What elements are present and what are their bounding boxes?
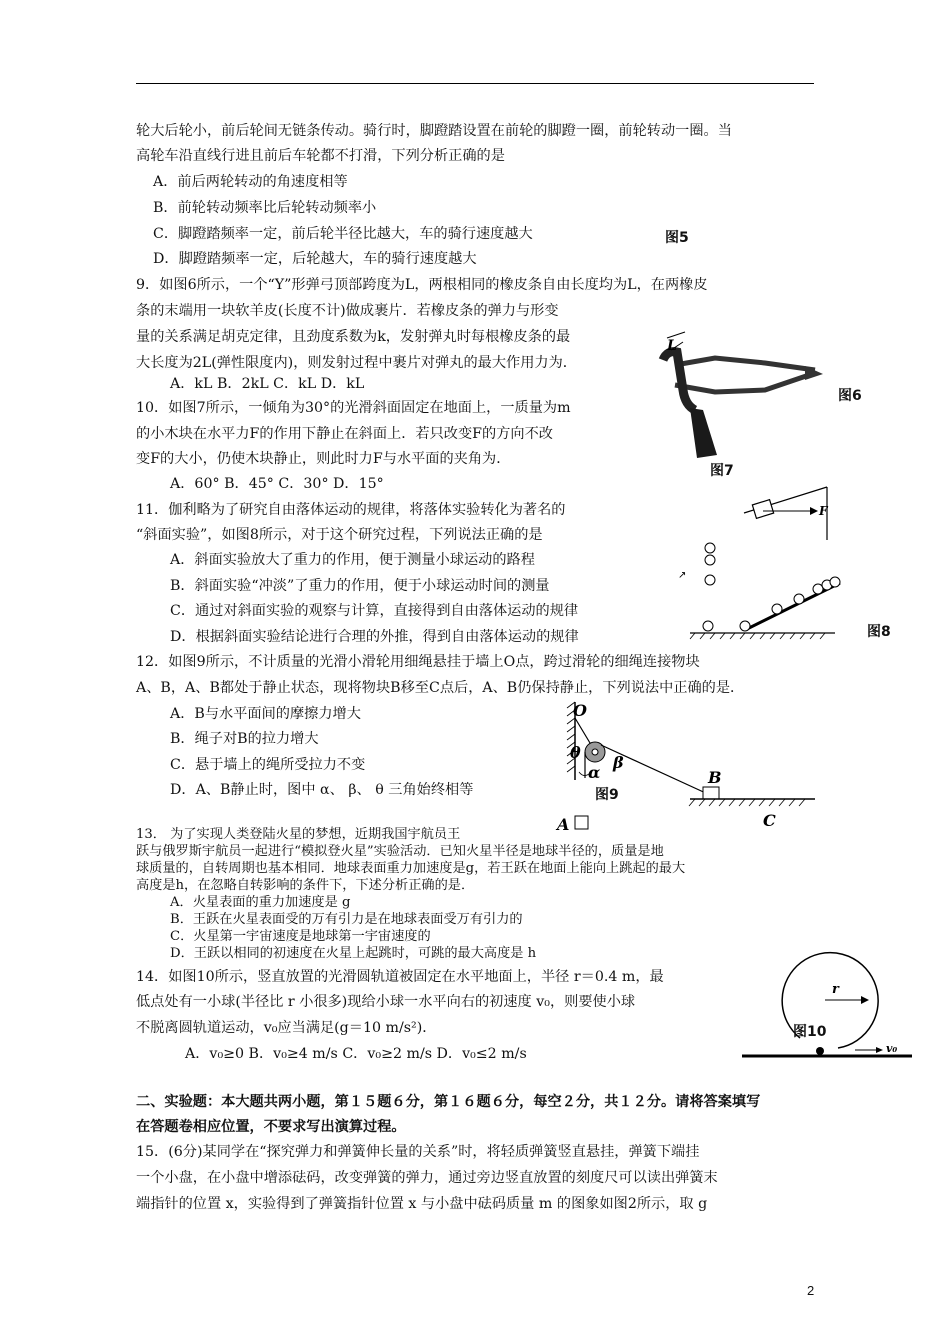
q15-line-1: 15．(6分)某同学在“探究弹力和弹簧伸长量的关系”时，将轻质弹簧竖直悬挂，弹簧下端挂 — [136, 1144, 700, 1160]
fig5-caption: 图5 — [665, 230, 689, 246]
q13-option-a: A．火星表面的重力加速度是 g — [170, 895, 351, 910]
q8-option-c: C．脚蹬踏频率一定，前后轮半径比越大，车的骑行速度越大 — [153, 226, 533, 242]
section2-line-1: 二、实验题：本大题共两小题，第１５题６分，第１６题６分，每空２分，共１２分。请将答案填写 — [136, 1094, 761, 1110]
q8-line-2: 高轮车沿直线行进且前后车轮都不打滑，下列分析正确的是 — [136, 148, 505, 164]
q8-option-a: A．前后两轮转动的角速度相等 — [153, 174, 348, 190]
fig9-label-beta: β — [613, 753, 624, 772]
q9-line-2: 条的末端用一块软羊皮(长度不计)做成裹片．若橡皮条的弹力与形变 — [136, 303, 559, 319]
fig7-incline — [742, 485, 842, 545]
q12-line-2: A、B，A、B都处于静止状态，现将物块B移至C点后，A、B仍保持静止，下列说法中正确的是． — [136, 680, 745, 696]
q9-line-1: 9．如图6所示，一个“Y”形弹弓顶部跨度为L，两根相同的橡皮条自由长度均为L，在两橡皮 — [136, 277, 708, 293]
fig9-label-b: B — [708, 768, 722, 787]
q15-line-3: 端指针的位置 x，实验得到了弹簧指针位置 x 与小盘中砝码质量 m 的图象如图2所示，取 g — [136, 1196, 708, 1212]
q13-line-3: 球质量的，自转周期也基本相同．地球表面重力加速度是g，若王跃在地面上能向上跳起的最大 — [136, 861, 686, 876]
fig10-caption: 图10 — [793, 1024, 827, 1040]
q13-line-1: 13． 为了实现人类登陆火星的梦想，近期我国宇航员王 — [136, 827, 461, 842]
fig6-caption: 图6 — [838, 388, 862, 404]
fig7-caption: 图7 — [710, 463, 734, 479]
fig8-caption: 图8 — [867, 624, 891, 640]
fig9-label-a: A — [557, 815, 570, 834]
page-number: 2 — [807, 1283, 815, 1298]
fig9-label-theta: θ — [570, 743, 581, 762]
q13-option-c: C．火星第一宇宙速度是地球第一宇宙速度的 — [170, 929, 431, 944]
fig6-length-label: L — [667, 338, 677, 354]
fig9-label-c: C — [763, 811, 776, 830]
fig9-caption: 图9 — [595, 787, 619, 803]
q10-line-2: 的小木块在水平力F的作用下静止在斜面上．若只改变F的方向不改 — [136, 426, 553, 442]
q12-option-c: C．悬于墙上的绳所受拉力不变 — [170, 757, 366, 773]
fig10-velocity-label: v₀ — [886, 1042, 898, 1055]
fig9-label-o: O — [573, 701, 587, 720]
q9-line-3: 量的关系满足胡克定律，且劲度系数为k，发射弹丸时每根橡皮条的最 — [136, 329, 571, 345]
fig6-slingshot — [655, 330, 825, 460]
section2-line-2: 在答题卷相应位置，不要求写出演算过程。 — [136, 1119, 406, 1135]
q11-line-1: 11．伽利略为了研究自由落体运动的规律，将落体实验转化为著名的 — [136, 502, 566, 518]
q9-options: A．kL B．2kL C．kL D．kL — [170, 376, 365, 392]
q13-line-2: 跃与俄罗斯宇航员一起进行“模拟登火星”实验活动．已知火星半径是地球半径的，质量是地 — [136, 844, 664, 859]
q11-line-2: “斜面实验”，如图8所示，对于这个研究过程，下列说法正确的是 — [136, 527, 543, 543]
q11-option-c: C．通过对斜面实验的观察与计算，直接得到自由落体运动的规律 — [170, 603, 579, 619]
header-rule — [136, 83, 814, 84]
q12-option-d: D．A、B静止时，图中 α、 β、 θ 三角始终相等 — [170, 782, 474, 798]
q12-option-a: A．B与水平面间的摩擦力增大 — [170, 706, 361, 722]
q11-option-d: D．根据斜面实验结论进行合理的外推，得到自由落体运动的规律 — [170, 629, 579, 645]
q13-option-b: B．王跃在火星表面受的万有引力是在地球表面受万有引力的 — [170, 912, 523, 927]
q13-option-d: D．王跃以相同的初速度在火星上起跳时，可跳的最大高度是 h — [170, 946, 537, 961]
q10-line-3: 变F的大小，仍使木块静止，则此时力F与水平面的夹角为． — [136, 451, 511, 467]
fig10-circular-track — [740, 958, 915, 1063]
q14-line-2: 低点处有一小球(半径比 r 小很多)现给小球一水平向右的初速度 v₀，则要使小球 — [136, 994, 636, 1010]
q14-options: A．v₀≥0 B．v₀≥4 m/s C．v₀≥2 m/s D．v₀≤2 m/s — [185, 1046, 527, 1062]
q10-line-1: 10．如图7所示，一倾角为30°的光滑斜面固定在地面上，一质量为m — [136, 400, 571, 416]
q13-line-4: 高度是h，在忽略自转影响的条件下，下述分析正确的是． — [136, 878, 475, 893]
fig8-galileo-incline — [675, 538, 835, 643]
q15-line-2: 一个小盘，在小盘中增添砝码，改变弹簧的弹力，通过旁边竖直放置的刻度尺可以读出弹簧末 — [136, 1170, 718, 1186]
q8-option-d: D．脚蹬踏频率一定，后轮越大，车的骑行速度越大 — [153, 251, 477, 267]
svg-text:↗: ↗ — [678, 570, 687, 581]
q10-options: A．60° B．45° C．30° D．15° — [170, 476, 384, 492]
fig9-label-alpha: α — [588, 763, 601, 782]
q12-option-b: B．绳子对B的拉力增大 — [170, 731, 319, 747]
q8-option-b: B．前轮转动频率比后轮转动频率小 — [153, 200, 377, 216]
q12-line-1: 12．如图9所示，不计质量的光滑小滑轮用细绳悬挂于墙上O点，跨过滑轮的细绳连接物块 — [136, 654, 700, 670]
q14-line-1: 14．如图10所示，竖直放置的光滑圆轨道被固定在水平地面上，半径 r＝0.4 m，最 — [136, 969, 664, 985]
q14-line-3: 不脱离圆轨道运动，v₀应当满足(g＝10 m/s²)． — [136, 1020, 437, 1036]
q8-line-1: 轮大后轮小，前后轮间无链条传动。骑行时，脚蹬踏设置在前轮的脚蹬一圈，前轮转动一圈。当 — [136, 123, 732, 139]
fig10-radius-label: r — [832, 982, 839, 997]
q11-option-b: B．斜面实验“冲淡”了重力的作用，便于小球运动时间的测量 — [170, 578, 550, 594]
fig9-pulley — [555, 700, 820, 835]
q11-option-a: A．斜面实验放大了重力的作用，便于测量小球运动的路程 — [170, 552, 535, 568]
fig7-force-label: F — [819, 504, 828, 518]
q9-line-4: 大长度为2L(弹性限度内)，则发射过程中裹片对弹丸的最大作用力为． — [136, 355, 577, 371]
